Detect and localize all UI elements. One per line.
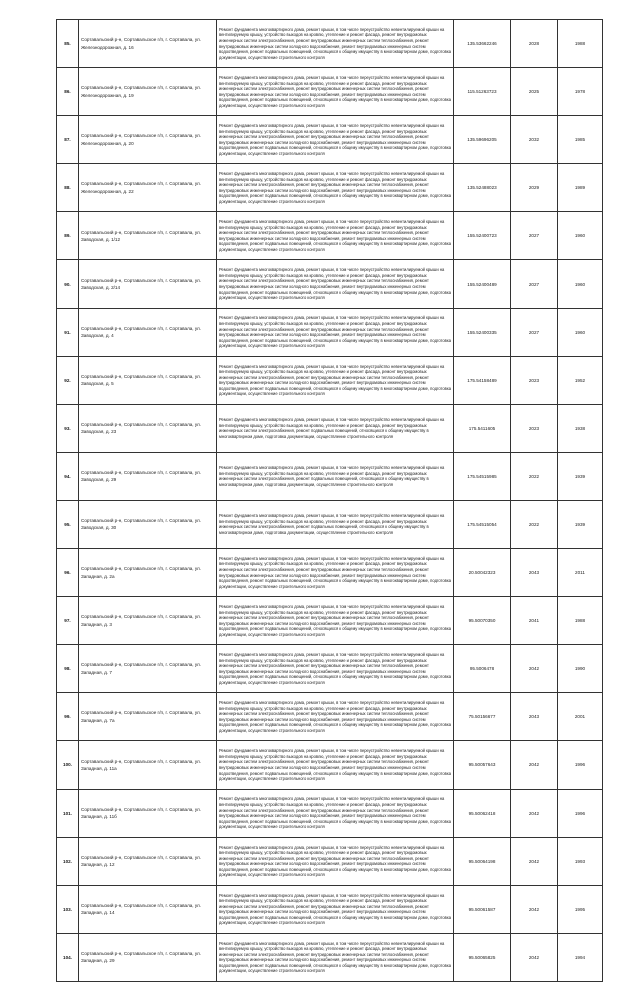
- address-cell-text: Сортавальский р-н, Сортавальское г/п, г. Сортавала, ул. Заводская, д. 29: [81, 469, 202, 483]
- built-year-cell: [558, 164, 603, 212]
- address-cell-text: Сортавальский р-н, Сортавальское г/п, г. Сортавала, ул. Западная, д. 7а: [81, 710, 202, 723]
- works-cell-text: Ремонт фундамента многоквартирного дома, ремонт крыши, в том числе переустройство невентилируемой крыши на вентилируемую крышу, устройство выходов на кровлю, утепление и ремонт фасада, ремонт внутридомовых инженерных систем электроснабжения, ремонт внутридомовых инженерных систем теплоснабжения, ремонт внутридомовых инженерных систем холодного водоснабжения, ремонт внутридомовых инженерных систем водоотведения, ремонт подвальных помещений, относящихся к общему имуществу в многоквартирном доме, подготовка документации, осуществление строительного контроля: [219, 75, 451, 108]
- built-year-cell: [558, 645, 603, 693]
- cost-cell-text: 175.54158489: [467, 377, 497, 383]
- row-number-text: 91.: [64, 329, 71, 335]
- cost-cell: [454, 645, 511, 693]
- built-year-cell: [558, 452, 603, 500]
- planned-year-cell: [511, 116, 558, 164]
- works-cell-text: Ремонт фундамента многоквартирного дома, ремонт крыши, в том числе переустройство невентилируемой крыши на вентилируемую крышу, устройство выходов на кровлю, утепление и ремонт фасада, ремонт внутридомовых инженерных систем электроснабжения, ремонт внутридомовых инженерных систем теплоснабжения, ремонт внутридомовых инженерных систем холодного водоснабжения, ремонт внутридомовых инженерных систем водоотведения, ремонт подвальных помещений, относящихся к общему имуществу в многоквартирном доме, подготовка документации, осуществление строительного контроля: [219, 363, 451, 397]
- row-number: [57, 933, 79, 981]
- planned-year-cell: [511, 597, 558, 645]
- cost-cell-text: 95.50065825: [468, 954, 496, 960]
- address-cell-text: Сортавальский р-н, Сортавальское г/п, г. Сортавала, ул. Железнодорожная, д. 19: [81, 85, 202, 98]
- row-number: [57, 212, 79, 260]
- built-year-cell: [558, 260, 603, 308]
- planned-year-cell-text: 2023: [528, 425, 540, 431]
- address-cell: [79, 404, 217, 452]
- cost-cell: [454, 549, 511, 597]
- planned-year-cell: [511, 500, 558, 548]
- address-cell: [79, 933, 217, 981]
- built-year-cell-text: 1978: [574, 89, 586, 95]
- planned-year-cell: [511, 212, 558, 260]
- built-year-cell: [558, 549, 603, 597]
- address-cell-text: Сортавальский р-н, Сортавальское г/п, г. Сортавала, ул. Западная, д. 7: [81, 662, 202, 675]
- row-number: [57, 693, 79, 741]
- row-number-text: 104.: [63, 954, 72, 960]
- works-cell-text: Ремонт фундамента многоквартирного дома, ремонт крыши, в том числе переустройство невентилируемой крыши на вентилируемую крышу, устройство выходов на кровлю, утепление и ремонт фасада, ремонт внутридомовых инженерных систем электроснабжения, ремонт подвальных помещений, относящихся к общему имуществу в многоквартирном доме, подготовка документации, осуществление строительного контроля: [219, 513, 445, 536]
- built-year-cell: [558, 837, 603, 885]
- table-row: [57, 837, 603, 885]
- address-cell: [79, 20, 217, 68]
- address-cell-text: Сортавальский р-н, Сортавальское г/п, г. Сортавала, ул. Западная, д. 29: [81, 950, 202, 964]
- planned-year-cell: [511, 164, 558, 212]
- works-cell-text: Ремонт фундамента многоквартирного дома, ремонт крыши, в том числе переустройство невентилируемой крыши на вентилируемую крышу, устройство выходов на кровлю, утепление и ремонт фасада, ремонт внутридомовых инженерных систем электроснабжения, ремонт внутридомовых инженерных систем теплоснабжения, ремонт внутридомовых инженерных систем холодного водоснабжения, ремонт внутридомовых инженерных систем водоотведения, ремонт подвальных помещений, относящихся к общему имуществу в многоквартирном доме, подготовка документации, осуществление строительного контроля: [219, 844, 451, 878]
- works-cell-text: Ремонт фундамента многоквартирного дома, ремонт крыши, в том числе переустройство невентилируемой крыши на вентилируемую крышу, устройство выходов на кровлю, утепление и ремонт фасада, ремонт внутридомовых инженерных систем электроснабжения, ремонт внутридомовых инженерных систем теплоснабжения, ремонт внутридомовых инженерных систем холодного водоснабжения, ремонт внутридомовых инженерных систем водоотведения, ремонт подвальных помещений, относящихся к общему имуществу в многоквартирном доме, подготовка документации, осуществление строительного контроля: [219, 604, 451, 637]
- works-cell-text: Ремонт фундамента многоквартирного дома, ремонт крыши, в том числе переустройство невентилируемой крыши на вентилируемую крышу, устройство выходов на кровлю, утепление и ремонт фасада, ремонт внутридомовых инженерных систем электроснабжения, ремонт подвальных помещений, относящихся к общему имуществу в многоквартирном доме, подготовка документации, осуществление строительного контроля: [219, 465, 445, 487]
- row-number: [57, 500, 79, 548]
- address-cell: [79, 645, 217, 693]
- address-cell: [79, 885, 217, 933]
- built-year-cell-text: 1996: [574, 810, 586, 816]
- table-row: [57, 885, 603, 933]
- address-cell-text: Сортавальский р-н, Сортавальское г/п, г. Сортавала, ул. Заводская, д. 2/14: [81, 277, 202, 291]
- built-year-cell: [558, 500, 603, 548]
- built-year-cell-text: 1938: [574, 425, 586, 431]
- planned-year-cell: [511, 452, 558, 500]
- cost-cell-text: 175.54515054: [467, 521, 497, 527]
- cost-cell: [454, 741, 511, 789]
- built-year-cell-text: 1985: [574, 137, 586, 143]
- table-row: [57, 933, 603, 981]
- planned-year-cell: [511, 549, 558, 597]
- works-cell: [217, 789, 454, 837]
- row-number: [57, 452, 79, 500]
- planned-year-cell-text: 2042: [528, 858, 540, 864]
- built-year-cell-text: 1995: [574, 906, 586, 912]
- built-year-cell-text: 1952: [574, 377, 586, 383]
- built-year-cell-text: 1939: [574, 473, 586, 479]
- built-year-cell: [558, 404, 603, 452]
- works-cell: [217, 452, 454, 500]
- planned-year-cell-text: 2027: [528, 329, 540, 335]
- table-row: [57, 500, 603, 548]
- built-year-cell: [558, 212, 603, 260]
- works-cell-text: Ремонт фундамента многоквартирного дома, ремонт крыши, в том числе переустройство невентилируемой крыши на вентилируемую крышу, устройство выходов на кровлю, утепление и ремонт фасада, ремонт внутридомовых инженерных систем электроснабжения, ремонт внутридомовых инженерных систем теплоснабжения, ремонт внутридомовых инженерных систем холодного водоснабжения, ремонт внутридомовых инженерных систем водоотведения, ремонт подвальных помещений, относящихся к общему имуществу в многоквартирном доме, подготовка документации, осуществление строительного контроля: [219, 267, 451, 301]
- planned-year-cell: [511, 789, 558, 837]
- table-row: [57, 308, 603, 356]
- built-year-cell-text: 1993: [574, 858, 586, 864]
- address-cell: [79, 693, 217, 741]
- row-number: [57, 68, 79, 116]
- cost-cell: [454, 356, 511, 404]
- address-cell: [79, 500, 217, 548]
- cost-cell-text: 135.59696205: [467, 137, 497, 143]
- built-year-cell: [558, 597, 603, 645]
- address-cell-text: Сортавальский р-н, Сортавальское г/п, г. Сортавала, ул. Западная, д. 2а: [81, 566, 202, 579]
- address-cell: [79, 789, 217, 837]
- built-year-cell-text: 1960: [574, 281, 586, 287]
- planned-year-cell: [511, 645, 558, 693]
- cost-cell-text: 95.50062418: [468, 810, 496, 816]
- planned-year-cell-text: 2043: [528, 714, 540, 720]
- built-year-cell-text: 2001: [574, 714, 586, 720]
- built-year-cell: [558, 68, 603, 116]
- address-cell: [79, 68, 217, 116]
- row-number-text: 86.: [64, 89, 71, 95]
- cost-cell-text: 135.52488023: [467, 185, 497, 191]
- row-number-text: 101.: [63, 810, 72, 816]
- table-body: [57, 20, 603, 982]
- row-number-text: 97.: [64, 618, 71, 624]
- planned-year-cell: [511, 693, 558, 741]
- built-year-cell-text: 1989: [574, 185, 586, 191]
- table-row: [57, 260, 603, 308]
- planned-year-cell-text: 2041: [528, 618, 540, 624]
- built-year-cell: [558, 741, 603, 789]
- works-cell: [217, 885, 454, 933]
- table-row: [57, 789, 603, 837]
- planned-year-cell-text: 2027: [528, 233, 540, 239]
- cost-cell: [454, 933, 511, 981]
- cost-cell: [454, 789, 511, 837]
- works-cell: [217, 116, 454, 164]
- address-cell-text: Сортавальский р-н, Сортавальское г/п, г. Сортавала, ул. Железнодорожная, д. 16: [81, 37, 202, 50]
- planned-year-cell-text: 2027: [528, 281, 540, 287]
- row-number-text: 94.: [64, 473, 71, 479]
- table-row: [57, 212, 603, 260]
- cost-cell-text: 155.52400489: [467, 281, 497, 287]
- row-number: [57, 837, 79, 885]
- cost-cell: [454, 452, 511, 500]
- cost-cell-text: 95.50070350: [468, 618, 496, 624]
- cost-cell: [454, 308, 511, 356]
- planned-year-cell: [511, 20, 558, 68]
- works-cell: [217, 404, 454, 452]
- table-row: [57, 20, 603, 68]
- row-number-text: 90.: [64, 281, 71, 287]
- planned-year-cell: [511, 308, 558, 356]
- works-cell-text: Ремонт фундамента многоквартирного дома, ремонт крыши, в том числе переустройство невентилируемой крыши на вентилируемую крышу, устройство выходов на кровлю, утепление и ремонт фасада, ремонт внутридомовых инженерных систем электроснабжения, ремонт внутридомовых инженерных систем теплоснабжения, ремонт внутридомовых инженерных систем холодного водоснабжения, ремонт внутридомовых инженерных систем водоотведения, ремонт подвальных помещений, относящихся к общему имуществу в многоквартирном доме, подготовка документации, осуществление строительного контроля: [219, 940, 451, 974]
- built-year-cell-text: 2011: [575, 570, 585, 576]
- works-cell: [217, 500, 454, 548]
- address-cell-text: Сортавальский р-н, Сортавальское г/п, г. Сортавала, ул. Заводская, д. 5: [81, 373, 202, 387]
- built-year-cell: [558, 933, 603, 981]
- row-number: [57, 308, 79, 356]
- row-number: [57, 549, 79, 597]
- address-cell-text: Сортавальский р-н, Сортавальское г/п, г. Сортавала, ул. Западная, д. 3: [81, 614, 202, 627]
- address-cell: [79, 356, 217, 404]
- address-cell-text: Сортавальский р-н, Сортавальское г/п, г. Сортавала, ул. Заводская, д. 23: [81, 421, 202, 435]
- planned-year-cell-text: 2042: [528, 954, 540, 960]
- address-cell: [79, 741, 217, 789]
- planned-year-cell-text: 2042: [528, 762, 540, 768]
- address-cell-text: Сортавальский р-н, Сортавальское г/п, г. Сортавала, ул. Заводская, д. 1/12: [81, 229, 202, 242]
- built-year-cell: [558, 20, 603, 68]
- address-cell: [79, 549, 217, 597]
- table-row: [57, 68, 603, 116]
- cost-cell-text: 135.53662246: [467, 41, 497, 47]
- cost-cell: [454, 68, 511, 116]
- row-number-text: 102.: [63, 858, 72, 864]
- row-number: [57, 789, 79, 837]
- works-cell-text: Ремонт фундамента многоквартирного дома, ремонт крыши, в том числе переустройство невентилируемой крыши на вентилируемую крышу, устройство выходов на кровлю, утепление и ремонт фасада, ремонт внутридомовых инженерных систем электроснабжения, ремонт внутридомовых инженерных систем теплоснабжения, ремонт внутридомовых инженерных систем холодного водоснабжения, ремонт внутридомовых инженерных систем водоотведения, ремонт подвальных помещений, относящихся к общему имуществу в многоквартирном доме, подготовка документации, осуществление строительного контроля: [219, 892, 451, 926]
- built-year-cell-text: 1988: [574, 41, 586, 47]
- row-number-text: 85.: [64, 41, 71, 47]
- built-year-cell-text: 1988: [574, 618, 586, 624]
- address-cell: [79, 308, 217, 356]
- cost-cell-text: 95.50061587: [468, 906, 496, 912]
- cost-cell-text: 95.50064198: [468, 858, 496, 864]
- address-cell-text: Сортавальский р-н, Сортавальское г/п, г. Сортавала, ул. Западная, д. 11б: [81, 806, 202, 820]
- address-cell: [79, 212, 217, 260]
- table-row: [57, 645, 603, 693]
- works-cell: [217, 356, 454, 404]
- planned-year-cell-text: 2028: [528, 41, 540, 47]
- works-cell-text: Ремонт фундамента многоквартирного дома, ремонт крыши, в том числе переустройство невентилируемой крыши на вентилируемую крышу, устройство выходов на кровлю, утепление и ремонт фасада, ремонт внутридомовых инженерных систем электроснабжения, ремонт внутридомовых инженерных систем теплоснабжения, ремонт внутридомовых инженерных систем холодного водоснабжения, ремонт внутридомовых инженерных систем водоотведения, ремонт подвальных помещений, относящихся к общему имуществу в многоквартирном доме, подготовка документации, осуществление строительного контроля: [219, 315, 451, 349]
- built-year-cell: [558, 885, 603, 933]
- works-cell-text: Ремонт фундамента многоквартирного дома, ремонт крыши, в том числе переустройство невентилируемой крыши на вентилируемую крышу, устройство выходов на кровлю, утепление и ремонт фасада, ремонт внутридомовых инженерных систем электроснабжения, ремонт внутридомовых инженерных систем теплоснабжения, ремонт внутридомовых инженерных систем холодного водоснабжения, ремонт внутридомовых инженерных систем водоотведения, ремонт подвальных помещений, относящихся к общему имуществу в многоквартирном доме, подготовка документации, осуществление строительного контроля: [219, 700, 451, 733]
- row-number: [57, 885, 79, 933]
- cost-cell: [454, 260, 511, 308]
- table-row: [57, 741, 603, 789]
- cost-cell: [454, 597, 511, 645]
- cost-cell: [454, 885, 511, 933]
- cost-cell-text: 175.5411605: [468, 425, 496, 431]
- table-row: [57, 693, 603, 741]
- address-cell-text: Сортавальский р-н, Сортавальское г/п, г. Сортавала, ул. Западная, д. 12: [81, 854, 202, 868]
- address-cell-text: Сортавальский р-н, Сортавальское г/п, г. Сортавала, ул. Западная, д. 14: [81, 902, 202, 916]
- built-year-cell: [558, 116, 603, 164]
- table-row: [57, 452, 603, 500]
- planned-year-cell-text: 2042: [528, 666, 540, 672]
- works-cell: [217, 20, 454, 68]
- row-number: [57, 356, 79, 404]
- address-cell: [79, 260, 217, 308]
- row-number: [57, 645, 79, 693]
- works-cell-text: Ремонт фундамента многоквартирного дома, ремонт крыши, в том числе переустройство невентилируемой крыши на вентилируемую крышу, устройство выходов на кровлю, утепление и ремонт фасада, ремонт внутридомовых инженерных систем электроснабжения, ремонт внутридомовых инженерных систем теплоснабжения, ремонт внутридомовых инженерных систем холодного водоснабжения, ремонт внутридомовых инженерных систем водоотведения, ремонт подвальных помещений, относящихся к общему имуществу в многоквартирном доме, подготовка документации, осуществление строительного контроля: [219, 171, 451, 204]
- built-year-cell: [558, 308, 603, 356]
- cost-cell-text: 95.50057643: [468, 762, 496, 768]
- built-year-cell-text: 1990: [574, 666, 586, 672]
- address-cell: [79, 597, 217, 645]
- cost-cell-text: 75.50156677: [468, 714, 496, 720]
- planned-year-cell: [511, 741, 558, 789]
- built-year-cell: [558, 789, 603, 837]
- row-number: [57, 404, 79, 452]
- works-cell: [217, 837, 454, 885]
- works-cell-text: Ремонт фундамента многоквартирного дома, ремонт крыши, в том числе переустройство невентилируемой крыши на вентилируемую крышу, устройство выходов на кровлю, утепление и ремонт фасада, ремонт внутридомовых инженерных систем электроснабжения, ремонт внутридомовых инженерных систем теплоснабжения, ремонт внутридомовых инженерных систем холодного водоснабжения, ремонт внутридомовых инженерных систем водоотведения, ремонт подвальных помещений, относящихся к общему имуществу в многоквартирном доме, подготовка документации, осуществление строительного контроля: [219, 796, 451, 830]
- planned-year-cell-text: 2025: [528, 89, 540, 95]
- planned-year-cell: [511, 68, 558, 116]
- works-cell-text: Ремонт фундамента многоквартирного дома, ремонт крыши, в том числе переустройство невентилируемой крыши на вентилируемую крышу, устройство выходов на кровлю, утепление и ремонт фасада, ремонт внутридомовых инженерных систем электроснабжения, ремонт внутридомовых инженерных систем теплоснабжения, ремонт внутридомовых инженерных систем холодного водоснабжения, ремонт внутридомовых инженерных систем водоотведения, ремонт подвальных помещений, относящихся к общему имуществу в многоквартирном доме, подготовка документации, осуществление строительного контроля: [219, 652, 451, 685]
- built-year-cell: [558, 356, 603, 404]
- works-cell: [217, 549, 454, 597]
- planned-year-cell: [511, 837, 558, 885]
- cost-cell-text: 115.51263723: [467, 89, 497, 95]
- cost-cell-text: 95.5006478: [469, 666, 495, 672]
- works-cell-text: Ремонт фундамента многоквартирного дома, ремонт крыши, в том числе переустройство невентилируемой крыши на вентилируемую крышу, устройство выходов на кровлю, утепление и ремонт фасада, ремонт внутридомовых инженерных систем электроснабжения, ремонт внутридомовых инженерных систем теплоснабжения, ремонт внутридомовых инженерных систем холодного водоснабжения, ремонт внутридомовых инженерных систем водоотведения, ремонт подвальных помещений, относящихся к общему имуществу в многоквартирном доме, подготовка документации, осуществление строительного контроля: [219, 748, 451, 782]
- cost-cell: [454, 164, 511, 212]
- works-cell: [217, 260, 454, 308]
- works-cell: [217, 68, 454, 116]
- repair-program-table: [56, 19, 603, 982]
- row-number-text: 87.: [64, 137, 71, 143]
- address-cell-text: Сортавальский р-н, Сортавальское г/п, г. Сортавала, ул. Западная, д. 11а: [81, 758, 202, 771]
- planned-year-cell: [511, 885, 558, 933]
- works-cell: [217, 645, 454, 693]
- works-cell-text: Ремонт фундамента многоквартирного дома, ремонт крыши, в том числе переустройство невентилируемой крыши на вентилируемую крышу, устройство выходов на кровлю, утепление и ремонт фасада, ремонт внутридомовых инженерных систем электроснабжения, ремонт внутридомовых инженерных систем теплоснабжения, ремонт внутридомовых инженерных систем холодного водоснабжения, ремонт внутридомовых инженерных систем водоотведения, ремонт подвальных помещений, относящихся к общему имуществу в многоквартирном доме, подготовка документации, осуществление строительного контроля: [219, 123, 451, 156]
- row-number-text: 99.: [64, 714, 71, 720]
- works-cell: [217, 933, 454, 981]
- address-cell: [79, 837, 217, 885]
- cost-cell: [454, 20, 511, 68]
- row-number-text: 93.: [64, 425, 71, 431]
- table-row: [57, 164, 603, 212]
- works-cell: [217, 308, 454, 356]
- row-number: [57, 597, 79, 645]
- planned-year-cell-text: 2022: [528, 521, 540, 527]
- cost-cell-text: 155.52400723: [467, 233, 497, 239]
- cost-cell: [454, 212, 511, 260]
- works-cell: [217, 693, 454, 741]
- cost-cell: [454, 404, 511, 452]
- row-number-text: 89.: [64, 233, 71, 239]
- address-cell-text: Сортавальский р-н, Сортавальское г/п, г. Сортавала, ул. Железнодорожная, д. 22: [81, 181, 202, 194]
- planned-year-cell-text: 2043: [528, 570, 540, 576]
- works-cell: [217, 597, 454, 645]
- planned-year-cell-text: 2022: [528, 473, 540, 479]
- row-number: [57, 164, 79, 212]
- address-cell: [79, 116, 217, 164]
- address-cell: [79, 452, 217, 500]
- row-number: [57, 20, 79, 68]
- planned-year-cell-text: 2023: [528, 377, 540, 383]
- table-row: [57, 597, 603, 645]
- row-number-text: 88.: [64, 185, 71, 191]
- address-cell-text: Сортавальский р-н, Сортавальское г/п, г. Сортавала, ул. Заводская, д. 30: [81, 518, 202, 531]
- table-row: [57, 549, 603, 597]
- planned-year-cell-text: 2029: [528, 185, 540, 191]
- row-number-text: 98.: [64, 666, 71, 672]
- row-number-text: 100.: [63, 762, 72, 768]
- works-cell-text: Ремонт фундамента многоквартирного дома, ремонт крыши, в том числе переустройство невентилируемой крыши на вентилируемую крышу, устройство выходов на кровлю, утепление и ремонт фасада, ремонт внутридомовых инженерных систем электроснабжения, ремонт внутридомовых инженерных систем теплоснабжения, ремонт внутридомовых инженерных систем холодного водоснабжения, ремонт внутридомовых инженерных систем водоотведения, ремонт подвальных помещений, относящихся к общему имуществу в многоквартирном доме, подготовка документации, осуществление строительного контроля: [219, 26, 451, 60]
- works-cell: [217, 212, 454, 260]
- works-cell-text: Ремонт фундамента многоквартирного дома, ремонт крыши, в том числе переустройство невентилируемой крыши на вентилируемую крышу, устройство выходов на кровлю, утепление и ремонт фасада, ремонт внутридомовых инженерных систем электроснабжения, ремонт внутридомовых инженерных систем теплоснабжения, ремонт внутридомовых инженерных систем холодного водоснабжения, ремонт внутридомовых инженерных систем водоотведения, ремонт подвальных помещений, относящихся к общему имуществу в многоквартирном доме, подготовка документации, осуществление строительного контроля: [219, 555, 451, 589]
- planned-year-cell-text: 2032: [528, 137, 540, 143]
- planned-year-cell: [511, 933, 558, 981]
- address-cell-text: Сортавальский р-н, Сортавальское г/п, г. Сортавала, ул. Железнодорожная, д. 20: [81, 133, 202, 146]
- works-cell-text: Ремонт фундамента многоквартирного дома, ремонт крыши, в том числе переустройство невентилируемой крыши на вентилируемую крышу, устройство выходов на кровлю, утепление и ремонт фасада, ремонт внутридомовых инженерных систем электроснабжения, ремонт подвальных помещений, относящихся к общему имуществу в многоквартирном доме, подготовка документации, осуществление строительного контроля: [219, 417, 445, 439]
- cost-cell: [454, 116, 511, 164]
- built-year-cell-text: 1939: [574, 521, 586, 527]
- built-year-cell-text: 1960: [574, 329, 586, 335]
- planned-year-cell: [511, 260, 558, 308]
- cost-cell: [454, 837, 511, 885]
- works-cell: [217, 741, 454, 789]
- built-year-cell-text: 1994: [574, 954, 586, 960]
- row-number-text: 95.: [64, 521, 71, 527]
- planned-year-cell: [511, 404, 558, 452]
- table-row: [57, 404, 603, 452]
- cost-cell-text: 20.50042323: [468, 570, 496, 576]
- row-number-text: 96.: [64, 570, 71, 576]
- table-row: [57, 116, 603, 164]
- row-number-text: 103.: [63, 906, 72, 912]
- cost-cell: [454, 500, 511, 548]
- planned-year-cell-text: 2042: [528, 906, 540, 912]
- built-year-cell-text: 1996: [574, 762, 586, 768]
- built-year-cell-text: 1960: [574, 233, 586, 239]
- works-cell-text: Ремонт фундамента многоквартирного дома, ремонт крыши, в том числе переустройство невентилируемой крыши на вентилируемую крышу, устройство выходов на кровлю, утепление и ремонт фасада, ремонт внутридомовых инженерных систем электроснабжения, ремонт внутридомовых инженерных систем теплоснабжения, ремонт внутридомовых инженерных систем холодного водоснабжения, ремонт внутридомовых инженерных систем водоотведения, ремонт подвальных помещений, относящихся к общему имуществу в многоквартирном доме, подготовка документации, осуществление строительного контроля: [219, 219, 451, 253]
- built-year-cell: [558, 693, 603, 741]
- works-cell: [217, 164, 454, 212]
- address-cell-text: Сортавальский р-н, Сортавальское г/п, г. Сортавала, ул. Заводская, д. 4: [81, 325, 202, 339]
- cost-cell-text: 155.52400335: [467, 329, 497, 335]
- cost-cell-text: 175.54515985: [467, 473, 497, 479]
- row-number: [57, 741, 79, 789]
- table-row: [57, 356, 603, 404]
- planned-year-cell-text: 2042: [528, 810, 540, 816]
- address-cell: [79, 164, 217, 212]
- row-number-text: 92.: [64, 377, 71, 383]
- planned-year-cell: [511, 356, 558, 404]
- row-number: [57, 116, 79, 164]
- row-number: [57, 260, 79, 308]
- cost-cell: [454, 693, 511, 741]
